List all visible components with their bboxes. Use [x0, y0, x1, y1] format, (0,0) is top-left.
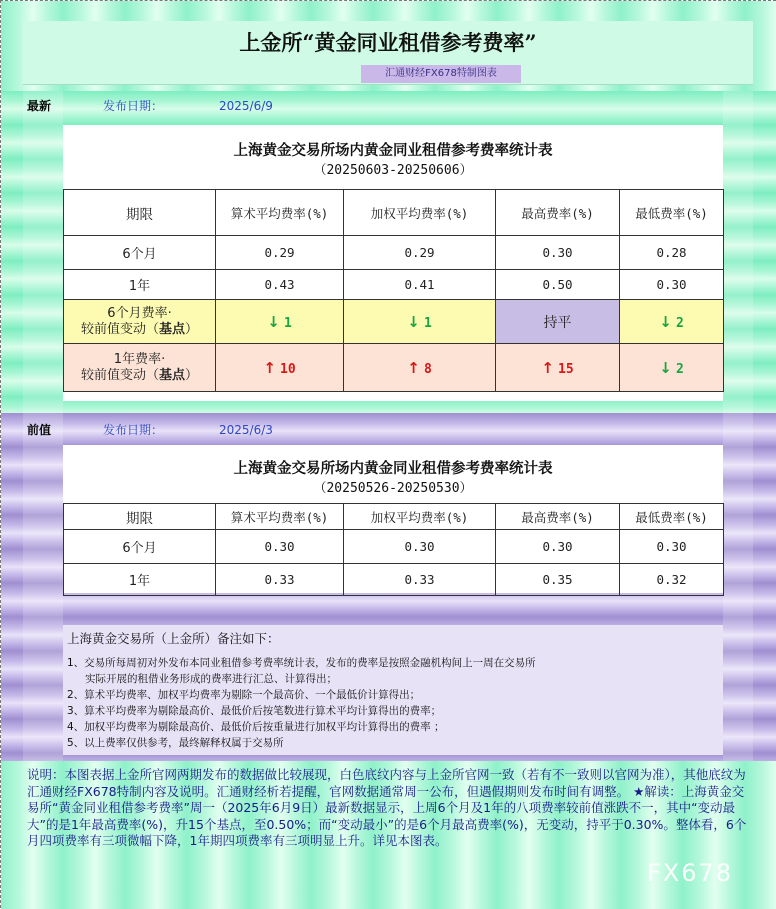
notes-title: 上海黄金交易所（上金所）备注如下：: [67, 631, 280, 646]
change-min-1y: ↓ 2: [620, 344, 724, 392]
max-cell: 0.30: [496, 530, 620, 564]
latest-rate-table: [63, 189, 724, 392]
previous-table-title: 上海黄金交易所场内黄金同业租借参考费率统计表: [233, 460, 553, 477]
change-row-6m: [64, 300, 724, 344]
watermark-logo: FX678: [647, 859, 734, 887]
list-item: 5、以上费率仅供参考，最终解释权属于交易所: [67, 737, 284, 749]
col-header-min: 最低费率(%): [620, 190, 724, 236]
weighted-cell: 0.33: [344, 564, 496, 596]
weighted-cell: 0.29: [344, 236, 496, 270]
arrow-up-icon: ↑: [541, 358, 554, 377]
change-max-1y: ↑ 15: [496, 344, 620, 392]
arrow-up-icon: ↑: [407, 358, 420, 377]
change-weighted-1y: ↑ 8: [344, 344, 496, 392]
term-cell: 6个月: [64, 236, 216, 270]
max-cell: 0.30: [496, 236, 620, 270]
weighted-cell: 0.41: [344, 270, 496, 300]
col-header-term: 期限: [64, 504, 216, 530]
arrow-down-icon: ↓: [267, 312, 280, 331]
change-arith-1y: ↑ 10: [216, 344, 344, 392]
min-cell: 0.30: [620, 270, 724, 300]
change-label-1y: 1年费率· 较前值变动（基点）: [64, 344, 216, 392]
previous-publish-date: 2025/6/3: [219, 423, 273, 437]
term-cell: 1年: [64, 270, 216, 300]
arith-cell: 0.33: [216, 564, 344, 596]
col-header-max: 最高费率(%): [496, 504, 620, 530]
change-weighted-6m: ↓ 1: [344, 300, 496, 344]
notes-list: [67, 655, 707, 751]
col-header-arith: 算术平均费率(%): [216, 504, 344, 530]
arith-cell: 0.43: [216, 270, 344, 300]
arrow-down-icon: ↓: [659, 312, 672, 331]
previous-header-row: [64, 504, 724, 530]
latest-header-row: [64, 190, 724, 236]
title-box: [23, 21, 753, 85]
change-row-1y: [64, 344, 724, 392]
col-header-min: 最低费率(%): [620, 504, 724, 530]
term-cell: 6个月: [64, 530, 216, 564]
subtitle-badge: 汇通财经FX678特制图表: [361, 65, 521, 83]
previous-label-row: [23, 419, 753, 441]
arrow-down-icon: ↓: [659, 358, 672, 377]
latest-publish-date: 2025/6/9: [219, 99, 273, 113]
list-item: 4、加权平均费率为剔除最高价、最低价后按重量进行加权平均计算得出的费率 ；: [67, 721, 445, 733]
table-row: [64, 270, 724, 300]
list-item: 3、算术平均费率为剔除最高价、最低价后按笔数进行算术平均计算得出的费率；: [67, 705, 442, 717]
table-row: [64, 236, 724, 270]
previous-rate-table: [63, 503, 724, 596]
list-item: 2、算术平均费率、加权平均费率为剔除一个最高价、一个最低价计算得出；: [67, 689, 421, 701]
arrow-down-icon: ↓: [407, 312, 420, 331]
previous-tag: 前值: [27, 423, 52, 437]
arrow-up-icon: ↑: [263, 358, 276, 377]
list-item: 实际开展的租借业务形成的费率进行汇总、计算得出；: [85, 673, 337, 685]
col-header-arith: 算术平均费率(%): [216, 190, 344, 236]
max-cell: 0.35: [496, 564, 620, 596]
notes-panel: [63, 625, 723, 755]
change-arith-6m: ↓ 1: [216, 300, 344, 344]
table-row: [64, 530, 724, 564]
change-label-6m: 6个月费率· 较前值变动（基点）: [64, 300, 216, 344]
latest-table-title: 上海黄金交易所场内黄金同业租借参考费率统计表: [233, 142, 553, 159]
latest-label-row: [23, 95, 753, 117]
latest-table-period: （20250603-20250606）: [313, 163, 473, 178]
col-header-term: 期限: [64, 190, 216, 236]
max-cell: 0.50: [496, 270, 620, 300]
previous-table-period: （20250526-20250530）: [313, 481, 473, 496]
list-item: 1、交易所每周初对外发布本同业租借参考费率统计表，发布的费率是按照金融机构间上一周在交易所: [67, 657, 536, 669]
arith-cell: 0.30: [216, 530, 344, 564]
arith-cell: 0.29: [216, 236, 344, 270]
min-cell: 0.28: [620, 236, 724, 270]
change-max-6m: 持平: [496, 300, 620, 344]
col-header-max: 最高费率(%): [496, 190, 620, 236]
latest-tag: 最新: [27, 99, 52, 113]
latest-sheet: [63, 125, 723, 401]
table-row: [64, 564, 724, 596]
weighted-cell: 0.30: [344, 530, 496, 564]
min-cell: 0.32: [620, 564, 724, 596]
change-min-6m: ↓ 2: [620, 300, 724, 344]
previous-sheet: [63, 445, 723, 593]
latest-publish-label: 发布日期：: [103, 99, 164, 113]
col-header-weighted: 加权平均费率(%): [344, 504, 496, 530]
term-cell: 1年: [64, 564, 216, 596]
previous-publish-label: 发布日期：: [103, 423, 164, 437]
page-title: 上金所“黄金同业租借参考费率”: [239, 30, 537, 55]
col-header-weighted: 加权平均费率(%): [344, 190, 496, 236]
min-cell: 0.30: [620, 530, 724, 564]
description-text: 说明：本图表据上金所官网两期发布的数据做比较展现，白色底纹内容与上金所官网一致（若有不一致则以官网为准），其他底纹为汇通财经FX678特制内容及说明。汇通财经析若提醒，官网数据通常周一公布，但遇假期则发布时间有调整。 ★解读：上海黄金交易所“黄金同业租借参考费率”周一（2025年6月9日）最新数据显示，上周6个月及1年的八项费率较前值涨跌不一，其中“变动最大”的是1年最高费率(%)，升15个基点，至0.50%；而“变动最小”的是6个月最高费率(%)，无变动，持平于0.30%。整体看，6个月四项费率有三项微幅下降，1年期四项费率有三项明显上升。详见本图表。: [27, 767, 747, 848]
